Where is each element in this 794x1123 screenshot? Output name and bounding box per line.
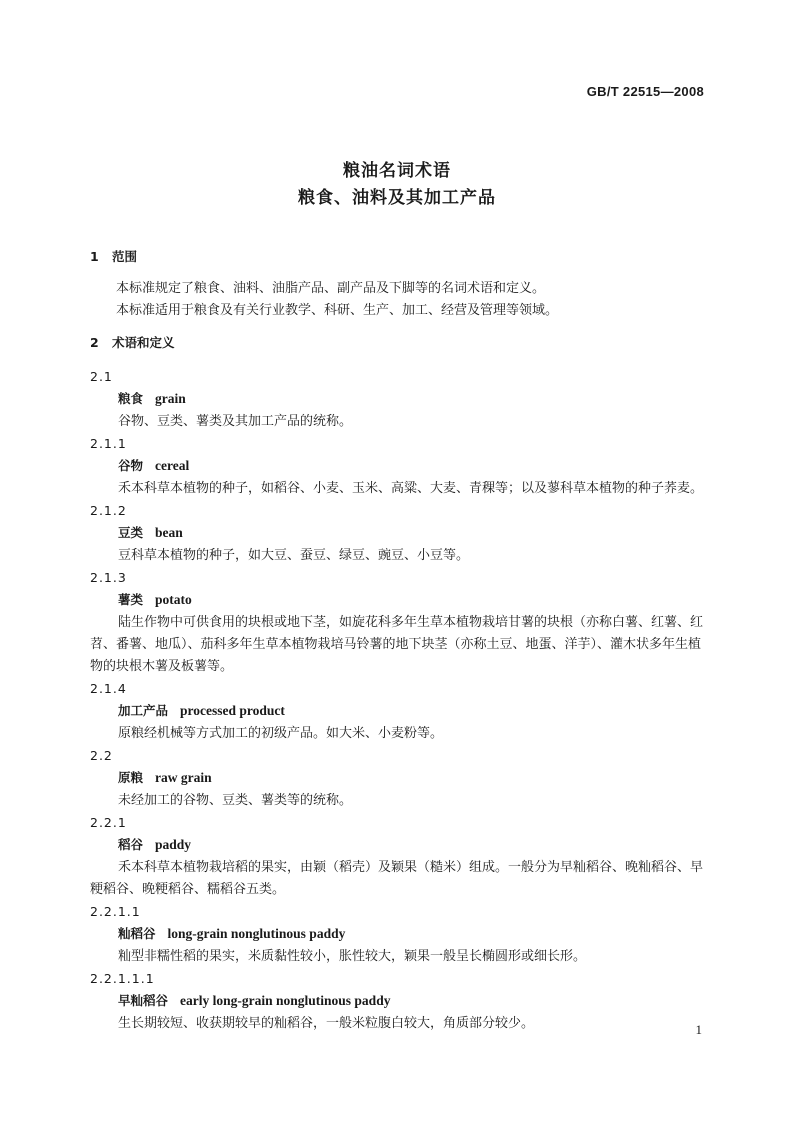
term-english: bean: [155, 525, 183, 540]
term-chinese: 加工产品: [118, 703, 169, 718]
term-english: long-grain nonglutinous paddy: [167, 926, 346, 941]
paragraph: 本标准适用于粮食及有关行业教学、科研、生产、加工、经营及管理等领域。: [116, 303, 559, 318]
document-body: [90, 246, 704, 1035]
page-number: 1: [695, 1022, 702, 1037]
term-chinese: 原粮: [118, 770, 144, 785]
entry-number: 2.2.1.1.1: [90, 971, 155, 986]
term-line: [90, 455, 704, 478]
term-line: [90, 923, 704, 946]
entry-number: 2.1: [90, 369, 113, 384]
term-english: cereal: [155, 458, 190, 473]
term-chinese: 早籼稻谷: [118, 993, 169, 1008]
section-number: 1: [90, 249, 99, 264]
term-english: early long-grain nonglutinous paddy: [180, 993, 391, 1008]
term-line: [90, 522, 704, 545]
term-chinese: 薯类: [118, 592, 144, 607]
section-title: 范围: [112, 249, 138, 264]
term-line: [90, 834, 704, 857]
entry-number: 2.2.1.1: [90, 904, 141, 919]
term-chinese: 谷物: [118, 458, 144, 473]
entry-number: 2.1.1: [90, 436, 127, 451]
term-definition: 生长期较短、收获期较早的籼稻谷，一般米粒腹白较大，角质部分较少。: [118, 1016, 535, 1031]
entry-number: 2.1.4: [90, 681, 127, 696]
term-line: [90, 388, 704, 411]
entry-number: 2.1.2: [90, 503, 127, 518]
term-definition: 未经加工的谷物、豆类、薯类等的统称。: [118, 793, 353, 808]
term-chinese: 豆类: [118, 525, 144, 540]
entry-number: 2.2: [90, 748, 113, 763]
entry-number: 2.1.3: [90, 570, 127, 585]
term-chinese: 籼稻谷: [118, 926, 156, 941]
term-definition: 籼型非糯性稻的果实，米质黏性较小，胀性较大，颖果一般呈长椭圆形或细长形。: [118, 949, 587, 964]
standard-code: GB/T 22515—2008: [586, 84, 704, 99]
term-english: processed product: [180, 703, 285, 718]
term-definition: 豆科草本植物的种子，如大豆、蚕豆、绿豆、豌豆、小豆等。: [118, 548, 470, 563]
term-line: [90, 990, 704, 1013]
entry-number: 2.2.1: [90, 815, 127, 830]
term-definition: 禾本科草本植物的种子，如稻谷、小麦、玉米、高粱、大麦、青稞等；以及蓼科草本植物的种子荞麦。: [118, 481, 704, 496]
term-english: potato: [155, 592, 192, 607]
term-chinese: 粮食: [118, 391, 144, 406]
term-definition: 陆生作物中可供食用的块根或地下茎，如旋花科多年生草本植物栽培甘薯的块根（亦称白薯、红薯、红苕、番薯、地瓜）、茄科多年生草本植物栽培马铃薯的地下块茎（亦称土豆、地蛋、洋芋）、灌木状多年生植物的块根木薯及板薯等。: [90, 615, 704, 674]
term-line: [90, 767, 704, 790]
document-subtitle: 粮食、油料及其加工产品: [298, 188, 496, 208]
term-definition: 禾本科草本植物栽培稻的果实，由颖（稻壳）及颖果（糙米）组成。一般分为早籼稻谷、晚籼稻谷、早粳稻谷、晚粳稻谷、糯稻谷五类。: [90, 860, 704, 897]
term-english: raw grain: [155, 770, 212, 785]
term-line: [90, 589, 704, 612]
term-chinese: 稻谷: [118, 837, 144, 852]
term-english: grain: [155, 391, 186, 406]
document-title: 粮油名词术语: [343, 161, 451, 181]
term-english: paddy: [155, 837, 192, 852]
term-line: [90, 700, 704, 723]
paragraph: 本标准规定了粮食、油料、油脂产品、副产品及下脚等的名词术语和定义。: [116, 281, 546, 296]
section-number: 2: [90, 335, 99, 350]
term-definition: 原粮经机械等方式加工的初级产品。如大米、小麦粉等。: [118, 726, 444, 741]
section-heading-scope: [90, 246, 704, 268]
term-definition: 谷物、豆类、薯类及其加工产品的统称。: [118, 414, 353, 429]
section-heading-terms: [90, 332, 704, 354]
section-title: 术语和定义: [112, 335, 175, 350]
